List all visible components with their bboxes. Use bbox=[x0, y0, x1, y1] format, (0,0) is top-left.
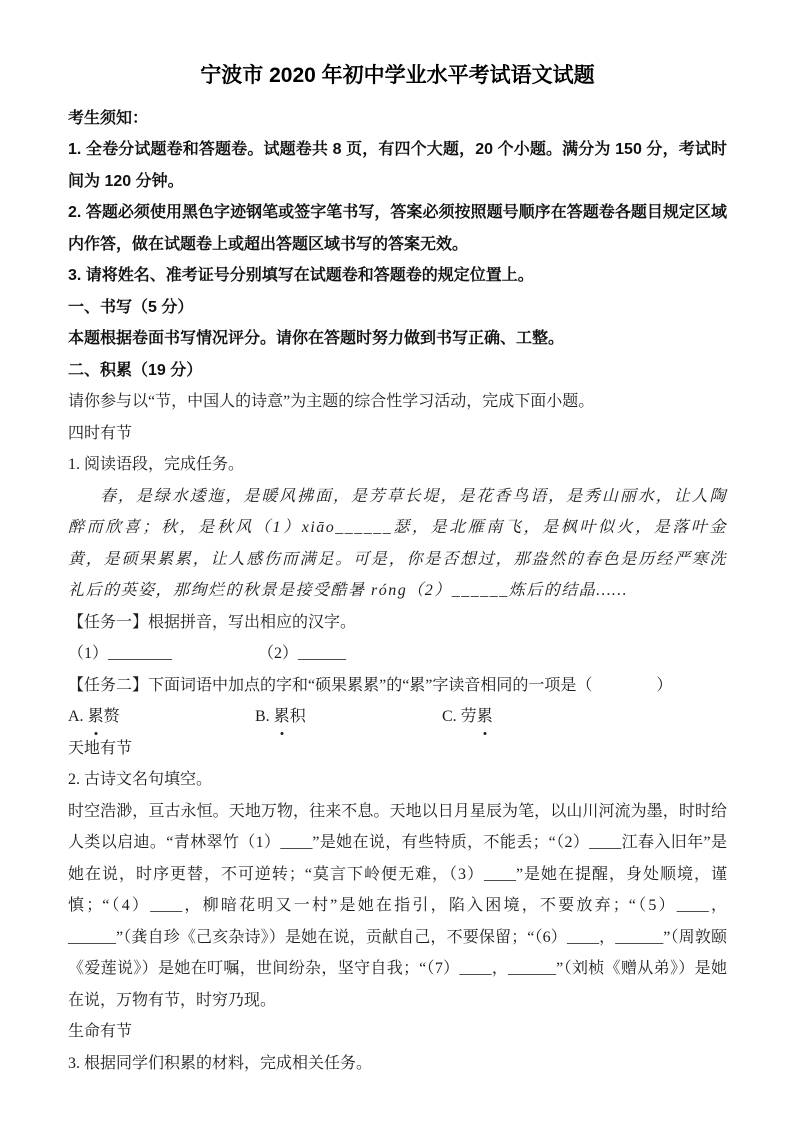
option-a-dotted-char: 累 bbox=[88, 701, 104, 733]
option-b-rest: 积 bbox=[289, 708, 306, 725]
option-a-rest: 赘 bbox=[103, 708, 120, 725]
option-c-label: C. bbox=[442, 708, 461, 725]
answer-blank-1: （1）________ bbox=[68, 645, 173, 662]
option-b-dotted-char: 累 bbox=[274, 701, 290, 733]
section-accumulation-heading: 二、积累（19 分） bbox=[68, 361, 203, 379]
answer-blank-2: （2）______ bbox=[258, 645, 347, 662]
notice-item-2: 2. 答题必须使用黑色字迹钢笔或签字笔书写，答案必须按照题号顺序在答题卷各题目规定区域内作答，做在试题卷上或超出答题区域书写的答案无效。 bbox=[68, 204, 727, 253]
option-c bbox=[442, 701, 629, 733]
section-writing-body: 本题根据卷面书写情况评分。请你在答题时努力做到书写正确、工整。 bbox=[68, 330, 565, 347]
question-1-task-1-blanks bbox=[68, 638, 727, 670]
notice-heading: 考生须知： bbox=[68, 109, 149, 127]
notice-item-1: 1. 全卷分试题卷和答题卷。试题卷共 8 页，有四个大题，20 个小题。满分为 150 分，考试时间为 120 分钟。 bbox=[68, 141, 727, 190]
subsection-label-life: 生命有节 bbox=[68, 1023, 133, 1040]
question-1-stem: 1. 阅读语段，完成任务。 bbox=[68, 456, 245, 473]
question-1-task-1: 【任务一】根据拼音，写出相应的汉字。 bbox=[68, 613, 357, 631]
activity-intro: 请你参与以“节，中国人的诗意”为主题的综合性学习活动，完成下面小题。 bbox=[68, 393, 595, 410]
section-writing bbox=[68, 292, 727, 355]
question-3-stem: 3. 根据同学们积累的材料，完成相关任务。 bbox=[68, 1054, 373, 1072]
option-b bbox=[255, 701, 442, 733]
paper-title: 宁波市 2020 年初中学业水平考试语文试题 bbox=[200, 64, 595, 87]
question-2-body: 时空浩渺，亘古永恒。天地万物，往来不息。天地以日月星辰为笔，以山川河流为墨，时时给人类以启迪。“青林翠竹（1）____”是她在说，有些特质，不能丢；“（2）____江春入旧年”是她在说，时序更替，不可逆转；“莫言下岭便无难，（3）____”是她在提醒，身处顺境，谨慎；“（4）____，柳暗花明又一村”是她在指引，陷入困境，不要放弃；“（5）____，______”（龚自珍《己亥杂诗》）是她在说，贡献自己，不要保留；“（6）____，______”（周敦颐《爱莲说》）是她在叮嘱，世间纷杂，坚守自我；“（7）____，______”（刘桢《赠从弟》）是她在说，万物有节，时穷乃现。 bbox=[68, 802, 727, 1009]
question-1-options bbox=[68, 701, 727, 733]
question-1-task-2: 【任务二】下面词语中加点的字和“硕果累累”的“累”字读音相同的一项是（ ） bbox=[68, 676, 673, 694]
subsection-label-seasons: 四时有节 bbox=[68, 424, 133, 442]
notice-item-3: 3. 请将姓名、准考证号分别填写在试题卷和答题卷的规定位置上。 bbox=[68, 267, 534, 284]
option-a-label: A. bbox=[68, 708, 88, 725]
option-c-dotted-char: 累 bbox=[477, 701, 493, 733]
section-writing-heading: 一、书写（5 分） bbox=[68, 298, 194, 316]
option-b-label: B. bbox=[255, 708, 274, 725]
candidate-notice bbox=[68, 103, 727, 292]
section-accumulation bbox=[68, 355, 727, 1080]
option-a bbox=[68, 701, 255, 733]
option-c-text: 劳 bbox=[460, 708, 477, 725]
subsection-label-nature: 天地有节 bbox=[68, 739, 133, 757]
question-1-passage: 春，是绿水逶迤，是暖风拂面，是芳草长堤，是花香鸟语，是秀山丽水，让人陶醉而欣喜；秋，是秋风（1）xiāo______瑟，是北雁南飞，是枫叶似火，是落叶金黄，是硕果累累，让人感伤而满足。可是，你是否想过，那盎然的春色是历经严寒洗礼后的英姿，那绚烂的秋景是接受酷暑 róng（2）______炼后的结晶…… bbox=[68, 487, 727, 599]
question-2-stem: 2. 古诗文名句填空。 bbox=[68, 771, 213, 788]
